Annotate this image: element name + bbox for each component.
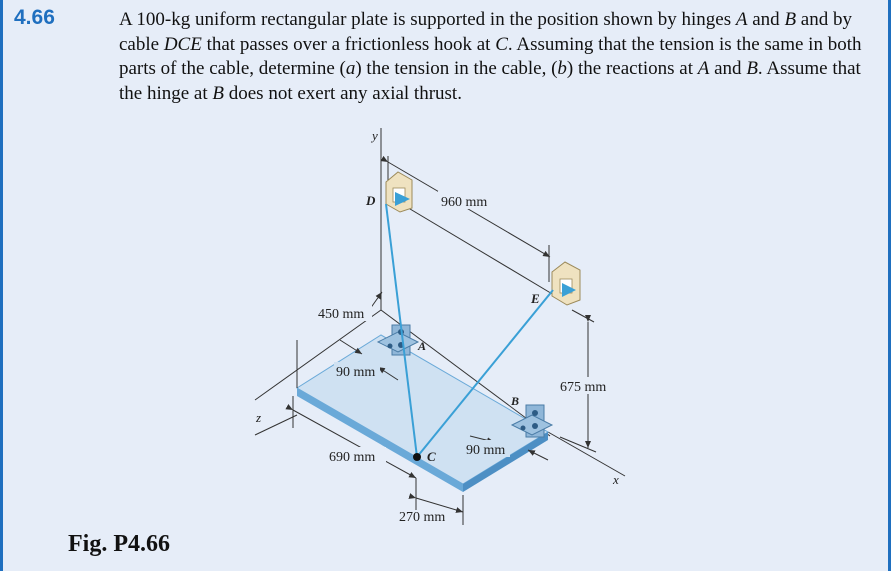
problem-number: 4.66 <box>14 6 55 29</box>
dim-690-label: 690 mm <box>329 450 376 465</box>
hook-e <box>552 262 580 305</box>
dim-90b-label: 90 mm <box>466 443 506 458</box>
dim-ext-675-bottom <box>560 437 596 452</box>
dim-line-90a-left <box>340 340 362 354</box>
x-axis-label: x <box>613 472 619 487</box>
hook-c <box>413 453 421 461</box>
point-e-label: E <box>531 291 540 306</box>
dim-line-90b-right <box>528 450 548 460</box>
hook-d <box>386 172 412 212</box>
wall-line-de <box>395 200 554 295</box>
point-a-label: A <box>418 339 427 353</box>
x-axis <box>548 432 625 476</box>
dim-675-label: 675 mm <box>560 380 607 395</box>
problem-statement: A 100-kg uniform rectangular plate is supported in the position shown by hinges A and B and by cable DCE that passes over a frictionless hook at C. Assuming that the tension is the same in both parts of the cable, determine (a) the tension in the cable, (b) the reactions at A and B. Assume that the hinge at B does not exert any axial thrust. <box>119 9 862 104</box>
z-axis <box>255 415 297 435</box>
figure-caption: Fig. P4.66 <box>68 531 170 557</box>
dim-90a-label: 90 mm <box>336 365 376 380</box>
dim-ext-675-top <box>572 310 594 322</box>
point-d-label: D <box>366 193 376 208</box>
y-axis-label: y <box>372 128 378 143</box>
dim-270-label: 270 mm <box>399 510 446 525</box>
point-b-label: B <box>511 394 520 408</box>
dim-450-label: 450 mm <box>318 307 365 322</box>
z-axis-label: z <box>256 410 262 425</box>
point-c-label: C <box>427 449 436 464</box>
dim-960-label: 960 mm <box>441 195 488 210</box>
